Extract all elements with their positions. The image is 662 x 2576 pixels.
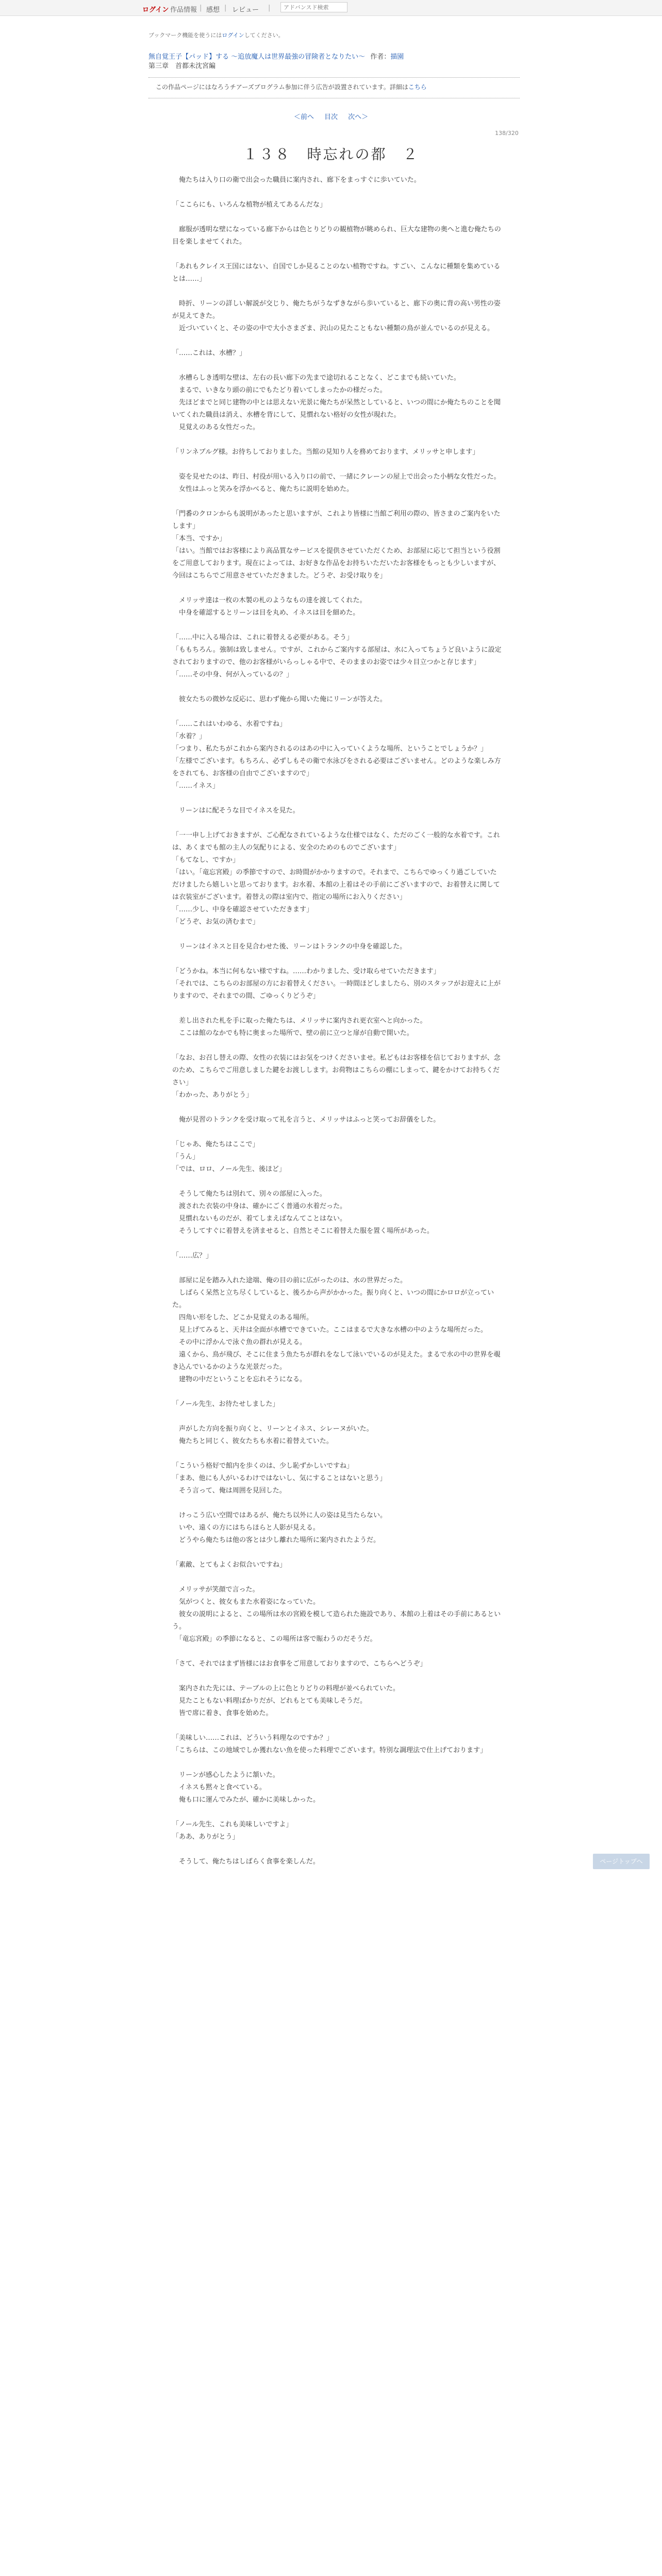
nav-item-impressions[interactable]: 感想 (206, 6, 220, 14)
blank-line (172, 792, 502, 805)
notice-prefix: ブックマーク機能を使うには (148, 32, 222, 39)
novel-paragraph: 渡された衣装の中身は、確かにごく普通の水着だった。 (172, 1202, 347, 1210)
blank-line (172, 360, 502, 372)
novel-paragraph: 近づいていくと、その姿の中で大小さまざま、沢山の見たこともない種類の鳥が並んでいるのが見える。 (172, 325, 494, 332)
novel-paragraph: 「……中に入る場合は、これに着替える必要がある。そう」 (172, 634, 354, 641)
novel-paragraph: 「どうぞ、お気の済むまで」 (172, 918, 259, 926)
novel-paragraph: 「……これはいわゆる、水着ですね」 (172, 720, 287, 728)
novel-paragraph: 女性はふっと笑みを浮かべると、俺たちに説明を始めた。 (172, 485, 354, 493)
novel-paragraph: 「どうかね。本当に何もない様ですね。……わかりました、受け取らせていただきます」 (172, 968, 440, 975)
novel-paragraph: 見慣れないものだが、着てしまえばなんてことはない。 (172, 1215, 347, 1223)
novel-paragraph: いや、遠くの方にはちらほらと人影が見える。 (172, 1524, 320, 1532)
novel-paragraph: 「……これは、水槽？」 (172, 349, 246, 357)
novel-paragraph: 「じゃあ、俺たちはここで」 (172, 1141, 259, 1148)
novel-paragraph: 「……イネス」 (172, 782, 219, 790)
novel-paragraph: 「まあ、他にも人がいるわけではないし、気にすることはないと思う」 (172, 1475, 387, 1482)
novel-paragraph: 「あれもクレイス王国にはない、自国でしか見ることのない植物ですね。すごい、こんなに種類を集めているとは……」 (172, 263, 501, 283)
novel-paragraph: 「本当、ですか」 (172, 535, 226, 543)
novel-paragraph: メリッサ達は一枚の木製の札のようなもの達を渡してくれた。 (172, 597, 367, 604)
novel-paragraph: 声がした方向を振り向くと、リーンとイネス、シレーヌがいた。 (172, 1425, 373, 1433)
novel-paragraph: 案内された先には、テーブルの上に色とりどりの料理が並べられていた。 (172, 1685, 400, 1692)
blank-line (172, 1003, 502, 1015)
blank-line (172, 1040, 502, 1052)
novel-paragraph: 「一一申し上げておきますが、ご心配なされているような仕様ではなく、ただのごく一般的な水着です。これは、あくまでも館の主人の気配りによる、安全のためのものでございます」 (172, 832, 500, 852)
ad-notice-link[interactable]: こちら (408, 83, 427, 91)
blank-line (172, 706, 502, 718)
author-label: 作者： (370, 53, 391, 61)
novel-paragraph: 姿を見せたのは、昨日、村役が用いる入り口の前で、一緒にクレーンの屋上で出会った小柄な女性だった。 (172, 473, 501, 481)
novel-paragraph: 「それでは、こちらのお部屋の方にお着替えください。一時間ほどしましたら、別のスタッフがお迎えに上がりますので、それまでの間、ごゆっくりどうぞ」 (172, 980, 501, 1000)
novel-paragraph: 部屋に足を踏み入れた途端、俺の目の前に広がったのは、水の世界だった。 (172, 1277, 407, 1284)
novel-paragraph: リーンが感心したように頷いた。 (172, 1771, 279, 1779)
novel-paragraph: 先ほどまでと同じ建物の中とは思えない光景に俺たちが呆然としていると、いつの間にか俺たちのことを聞いてくれた職員は消え、水槽を背にして、見慣れない格好の女性が現れた。 (172, 399, 501, 419)
novel-paragraph: 「はい。「竜忘宮殿」の季節ですので、お時間がかかりますので。それまで、こちらでゆっくり過ごしていただけましたら嬉しいと思っております。お水着、本館の上着はその手前にございますので、お着替えに関しては衣装室がございます。着替えの際は室内で、指定の場所にお入りください」 (172, 869, 500, 901)
blank-line (172, 928, 502, 941)
novel-paragraph: 「こういう格好で館内を歩くのは、少し恥ずかしいですね」 (172, 1462, 354, 1470)
novel-paragraph: 「左様でございます。もちろん、必ずしもその衛で水泳びをされる必要はございません。どのような楽しみ方をされても、お客様の自由でございますので」 (172, 757, 501, 777)
novel-paragraph: 「もてなし、ですか」 (172, 856, 240, 864)
pager-top (0, 111, 662, 121)
novel-paragraph: 中身を確認するとリーンは目を丸め、イネスは目を細めた。 (172, 609, 360, 617)
blank-line (172, 1126, 502, 1139)
search-input[interactable] (280, 2, 347, 12)
blank-line (172, 496, 502, 508)
novel-paragraph: しばらく呆然と立ち尽くしていると、後ろから声がかかった。振り向くと、いつの間にかロロが立っていた。 (172, 1289, 494, 1309)
novel-paragraph: 俺たちは入り口の衛で出会った職員に案内され、廊下をまっすぐに歩いていた。 (172, 176, 421, 184)
novel-paragraph: 「ああ、ありがとう」 (172, 1833, 239, 1841)
novel-paragraph: そうして俺たちは別れて、別々の部屋に入った。 (172, 1190, 326, 1198)
notice-login-link[interactable]: ログイン (222, 32, 244, 39)
novel-paragraph: そう言って、俺は周囲を見回した。 (172, 1487, 286, 1495)
novel-paragraph: 「……その中身、何が入っているの？」 (172, 671, 293, 679)
novel-paragraph: 「うん」 (172, 1153, 200, 1161)
novel-paragraph: どうやら俺たちは他の客とは少し離れた場所に案内されたようだ。 (172, 1536, 380, 1544)
novel-paragraph: 「……広？」 (172, 1252, 213, 1260)
blank-line (172, 1843, 502, 1856)
novel-paragraph: イネスも黙々と食べている。 (172, 1784, 266, 1791)
novel-paragraph: まるで、いきなり頭の前にでもたどり着いてしまったかの様だった。 (172, 386, 387, 394)
blank-line (172, 1547, 502, 1559)
divider (148, 77, 520, 78)
novel-paragraph: 「竜忘宮殿」の季節になると、この場所は客で賑わうのだそうだ。 (172, 1635, 377, 1643)
novel-paragraph: 「わかった、ありがとう」 (172, 1091, 253, 1099)
blank-line (172, 1101, 502, 1114)
blank-line (172, 1806, 502, 1819)
next-link[interactable]: 次へ＞ (348, 113, 369, 121)
novel-paragraph: 「ももちろん。強制は致しません。ですが、これからご案内する部屋は、水に入ってちょうど良いように設定されておりますので、他のお客様がいらっしゃる中で、そのままのお姿では少々目立つかと存じます」 (172, 646, 502, 666)
blank-line (172, 1571, 502, 1584)
blank-line (172, 1262, 502, 1275)
blank-line (172, 1757, 502, 1769)
novel-paragraph: 「ノール先生、これも美味しいですよ」 (172, 1821, 293, 1828)
author-link[interactable]: 描園 (390, 53, 404, 61)
novel-paragraph: 建物の中だということを忘れそうになる。 (172, 1376, 307, 1383)
novel-paragraph: 「ここらにも、いろんな植物が植えてあるんだな」 (172, 201, 327, 209)
novel-paragraph: 遠くから、鳥が飛び、そこに住まう魚たちが群れをなして泳いでいるのが見えた。まるで水の中の世界を覗き込んでいるかのような光景だった。 (172, 1351, 501, 1371)
blank-line (172, 211, 502, 224)
novel-paragraph: そうして、俺たちはしばらく食事を楽しんだ。 (172, 1858, 320, 1866)
blank-line (172, 1238, 502, 1250)
novel-paragraph: 「こちらは、この地域でしか獲れない魚を使った料理でございます。特別な調理法で仕上げております」 (172, 1747, 487, 1754)
novel-paragraph: 「リンネブルグ様。お待ちしておりました。当館の見知り人を務めております、メリッサと申します」 (172, 448, 479, 456)
nav-separator: | (224, 4, 227, 12)
novel-paragraph: 差し出された札を手に取った俺たちは、メリッサに案内され更衣室へと向かった。 (172, 1017, 427, 1025)
ad-notice (156, 82, 427, 91)
novel-body (172, 174, 502, 1868)
novel-paragraph: 「さて、それではまず皆様にはお食事をご用意しておりますので、こちらへどうぞ」 (172, 1660, 427, 1668)
top-bar (0, 0, 662, 16)
novel-paragraph: 俺たちと同じく、彼女たちも水着に着替えていた。 (172, 1437, 333, 1445)
novel-paragraph: メリッサが笑顔で言った。 (172, 1586, 259, 1594)
novel-paragraph: 彼女たちの微妙な反応に、思わず俺から聞いた俺にリーンが答えた。 (172, 696, 387, 703)
blank-line (172, 817, 502, 829)
series-title-link[interactable]: 無自覚王子【パッド】する ～追放魔人は世界最強の冒険者となりたい～ (148, 53, 366, 61)
novel-paragraph: 「……少し、中身を確認させていただきます」 (172, 906, 313, 913)
blank-line (172, 1497, 502, 1510)
novel-paragraph: 「はい。当館ではお客様により高品質なサービスを提供させていただくため、お部屋に応じて担当という役割をご用意しております。現在によっては、お好きな作品をお持ちいただいたお客様をもっとも少しいますが、今回はこちらでご用意させていただきました。どうぞ、お受け取りを」 (172, 547, 501, 580)
toc-link[interactable]: 目次 (324, 113, 338, 121)
novel-paragraph: 見上げてみると、天井は全面が水槽でできていた。ここはまるで大きな水槽の中のような場所だった。 (172, 1326, 487, 1334)
novel-paragraph: 気がつくと、彼女もまた水着姿になっていた。 (172, 1598, 320, 1606)
novel-paragraph: 「では、ロロ、ノール先生、後ほど」 (172, 1165, 286, 1173)
ad-notice-text: この作品ページにはなろうチアーズプログラム参加に伴う広告が設置されています。詳細は (156, 83, 408, 91)
breadcrumb (148, 53, 520, 71)
blank-line (172, 248, 502, 261)
blank-line (172, 1670, 502, 1683)
nav-item-info[interactable]: 作品情報 (170, 6, 197, 14)
blank-line (172, 1176, 502, 1188)
blank-line (172, 582, 502, 595)
novel-paragraph: けっこう広い空間ではあるが、俺たち以外に人の姿は見当たらない。 (172, 1512, 387, 1519)
prev-link[interactable]: ＜前へ (293, 113, 314, 121)
novel-paragraph: 「なお、お召し替えの際、女性の衣装にはお気をつけくださいませ。私どもはお客様を信じておりますが、念のため、こちらでご用意しました鍵をお渡しします。お荷物はこちらの棚にしまって、鍵をかけてお持ちください」 (172, 1054, 501, 1087)
blank-line (172, 1720, 502, 1732)
blank-line (172, 434, 502, 446)
novel-paragraph: その中に浮かんで泳ぐ魚の群れが見える。 (172, 1338, 307, 1346)
novel-paragraph: 水槽らしき透明な壁は、左右の長い廊下の先まで途切れることなく、どこまでも続いていた。 (172, 374, 460, 382)
chapter-title: 第三章 首都未沈宮編 (148, 62, 216, 70)
blank-line (172, 285, 502, 298)
blank-line (172, 681, 502, 693)
novel-paragraph: 「美味しい……これは、どういう料理なのですか？」 (172, 1734, 334, 1742)
novel-paragraph: 見たこともない料理ばかりだが、どれもとても美味しそうだ。 (172, 1697, 367, 1705)
nav-separator: | (200, 4, 202, 12)
nav-item-review[interactable]: レビュー (232, 6, 259, 14)
bookmark-notice (148, 31, 284, 39)
novel-paragraph: 俺が見習のトランクを受け取って礼を言うと、メリッサはふっと笑ってお辞儀をした。 (172, 1116, 440, 1124)
page-number: 138/320 (495, 130, 519, 137)
novel-paragraph: 「門番のクロンからも説明があったと思いますが、これより皆様に当館ご利用の際の、皆さまのご案内をいたします」 (172, 510, 501, 530)
login-link[interactable]: ログイン (142, 6, 169, 14)
blank-line (172, 1448, 502, 1460)
novel-paragraph: 「水着？」 (172, 733, 206, 740)
novel-paragraph: リーンはイネスと目を見合わせた後、リーンはトランクの中身を確認した。 (172, 943, 407, 951)
blank-line (172, 187, 502, 199)
episode-title: １３８ 時忘れの都 ２ (243, 146, 419, 163)
novel-paragraph: そうしてすぐに着替えを済ませると、自然とそこに着替えた服を置く場所があった。 (172, 1227, 434, 1235)
blank-line (172, 335, 502, 347)
blank-line (172, 459, 502, 471)
blank-line (172, 1411, 502, 1423)
nav-separator: | (268, 4, 271, 12)
novel-paragraph: 皆で席に着き、食事を始めた。 (172, 1709, 273, 1717)
novel-paragraph: 廊服が透明な壁になっている廊下からは色とりどりの観植物が眺められ、巨大な建物の奥へと進む俺たちの目を楽しませてくれた。 (172, 226, 501, 246)
page-top-button[interactable]: ページトップへ (593, 1854, 650, 1869)
novel-paragraph: 「つまり、私たちがこれから案内されるのはあの中に入っていくような場所、ということでしょうか？」 (172, 745, 488, 753)
blank-line (172, 1646, 502, 1658)
novel-paragraph: リーンはに配そうな目でイネスを見た。 (172, 807, 300, 815)
blank-line (172, 1386, 502, 1398)
novel-paragraph: ここは館のなかでも特に奥まった場所で、壁の前に立つと扉が自動で開いた。 (172, 1029, 413, 1037)
novel-paragraph: 彼女の説明によると、この場所は水の宮殿を模して造られた施設であり、本館の上着はその手前にあるという。 (172, 1611, 501, 1631)
novel-paragraph: 四角い形をした、どこか見覚えのある場所。 (172, 1314, 313, 1321)
novel-paragraph: 「ノール先生、お待たせしました」 (172, 1400, 279, 1408)
novel-paragraph: 俺も口に運んでみたが、確かに美味しかった。 (172, 1796, 320, 1804)
notice-suffix: してください。 (244, 32, 284, 39)
novel-paragraph: 「素敵、とてもよくお似合いですね」 (172, 1561, 287, 1569)
novel-paragraph: 時折、リーンの詳しい解説が交じり、俺たちがうなずきながら歩いていると、廊下の奥に背の高い男性の姿が見えてきた。 (172, 300, 501, 320)
novel-paragraph: 見覚えのある女性だった。 (172, 423, 260, 431)
blank-line (172, 953, 502, 965)
blank-line (172, 619, 502, 632)
